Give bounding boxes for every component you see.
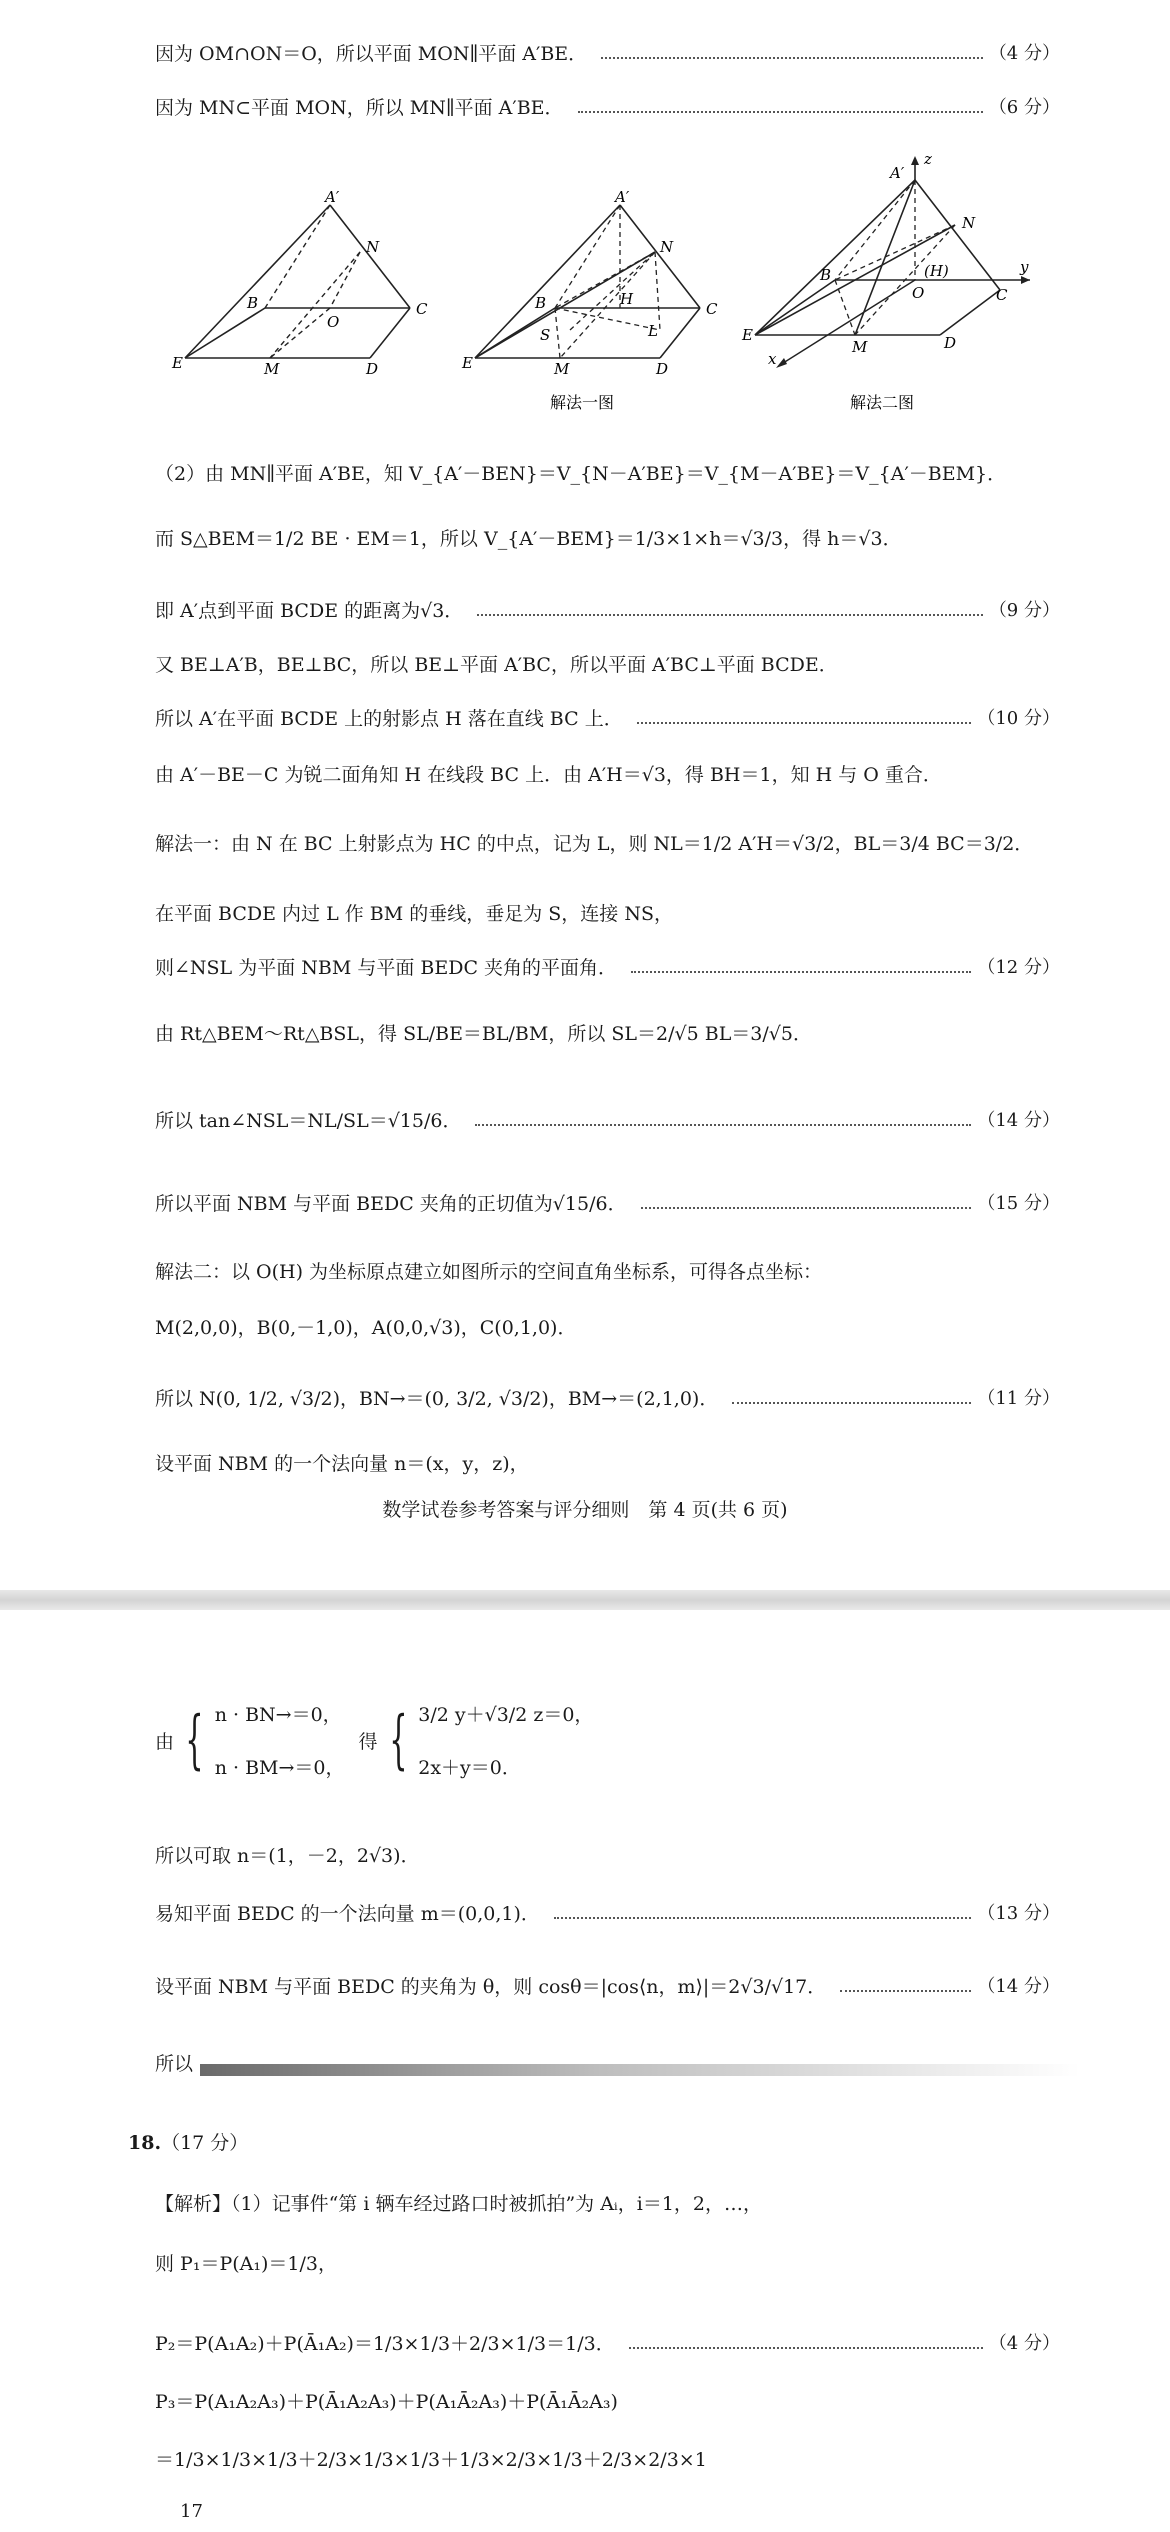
text-line: 【解析】（1）记事件“第 i 辆车经过路口时被抓拍”为 Aᵢ，i＝1，2，…， — [155, 2193, 763, 2215]
vertex-label: M — [852, 338, 868, 356]
text-line: 设平面 NBM 的一个法向量 n＝(x，y，z)， — [155, 1453, 529, 1475]
text-line: 所以 N(0, 1/2, √3/2)，BN→＝(0, 3/2, √3/2)，BM→＝(2,1,0)． （11 分） — [155, 1388, 1060, 1410]
vertex-label: N — [366, 238, 380, 256]
vertex-label: E — [172, 354, 183, 372]
vertex-label: B — [247, 294, 259, 312]
text-line: 则∠NSL 为平面 NBM 与平面 BEDC 夹角的平面角． （12 分） — [155, 957, 1060, 979]
text-line: 解法二：以 O(H) 为坐标原点建立如图所示的空间直角坐标系，可得各点坐标： — [155, 1261, 823, 1283]
answer-page-5 — [0, 1610, 1170, 2532]
system-mid: 得 — [358, 1730, 378, 1753]
vertex-label: B — [535, 294, 547, 312]
text-line: ＝1/3×1/3×1/3＋2/3×1/3×1/3＋1/3×2/3×1/3＋2/3×2/3×1 — [155, 2449, 707, 2471]
text-line: 因为 OM∩ON＝O，所以平面 MON∥平面 A′BE． （4 分） — [155, 43, 1060, 65]
text-line: 所以 — [155, 2053, 194, 2075]
text-line: 所以可取 n＝(1，－2，2√3)． — [155, 1845, 420, 1867]
text-line: 由 Rt△BEM～Rt△BSL，得 SL/BE＝BL/BM，所以 SL＝2/√5 BL＝3/√5． — [155, 1023, 812, 1045]
text-line: P₂＝P(A₁A₂)＋P(Ā₁A₂)＝1/3×1/3＋2/3×1/3＝1/3． （4 分） — [155, 2333, 1060, 2355]
vertex-label: A′ — [615, 190, 630, 206]
question-header: 18.（17 分） — [128, 2132, 249, 2154]
vertex-label: D — [366, 360, 379, 378]
text-line: 而 S△BEM＝1/2 BE · EM＝1，所以 V_{A′－BEM}＝1/3×1×h＝√3/3，得 h＝√3． — [155, 528, 902, 550]
vertex-label: O — [327, 313, 340, 331]
vertex-label: D — [656, 360, 669, 378]
system-prefix: 由 — [155, 1730, 175, 1753]
text-line: 则 P₁＝P(A₁)＝1/3， — [155, 2253, 337, 2275]
vertex-label: N — [660, 238, 674, 256]
redacted-bar — [200, 2064, 1080, 2076]
system-eq: 2x＋y＝0． — [418, 1757, 521, 1779]
text-line: 所以 A′在平面 BCDE 上的射影点 H 落在直线 BC 上． （10 分） — [155, 708, 1060, 730]
vertex-label: M — [554, 360, 570, 378]
system-eq: n · BM→＝0， — [214, 1757, 345, 1779]
left-brace: { — [388, 1703, 408, 1777]
system-eq: 3/2 y＋√3/2 z＝0， — [418, 1704, 594, 1726]
text-line: 即 A′点到平面 BCDE 的距离为√3． （9 分） — [155, 600, 1060, 622]
vertex-label: (H) — [924, 262, 949, 280]
text-line: 由 A′－BE－C 为锐二面角知 H 在线段 BC 上．由 A′H＝√3，得 BH＝1，知 H 与 O 重合． — [155, 764, 942, 786]
figure-caption: 解法二图 — [850, 393, 915, 412]
vertex-label: N — [962, 214, 976, 232]
text-line: 又 BE⊥A′B，BE⊥BC，所以 BE⊥平面 A′BC，所以平面 A′BC⊥平面 BCDE． — [155, 654, 838, 676]
vertex-label: E — [742, 326, 753, 344]
vertex-label: E — [462, 354, 473, 372]
vertex-label: A′ — [890, 164, 905, 182]
vertex-label: D — [944, 334, 957, 352]
vertex-label: C — [706, 300, 718, 318]
vertex-label: L — [648, 322, 658, 340]
left-brace: { — [185, 1703, 204, 1777]
text-line: 易知平面 BEDC 的一个法向量 m＝(0,0,1)． （13 分） — [155, 1903, 1060, 1925]
axis-label: z — [924, 150, 932, 168]
geometry-figure-base — [170, 190, 470, 390]
page-number: 17 — [180, 2501, 203, 2522]
figure-caption: 解法一图 — [550, 393, 615, 412]
vertex-label: O — [912, 284, 925, 302]
vertex-label: B — [820, 266, 832, 284]
text-line: （2）由 MN∥平面 A′BE，知 V_{A′－BEN}＝V_{N－A′BE}＝V_{M－A′BE}＝V_{A′－BEM}． — [155, 463, 1007, 485]
text-line: 在平面 BCDE 内过 L 作 BM 的垂线，垂足为 S，连接 NS， — [155, 903, 673, 925]
vertex-label: H — [620, 290, 634, 308]
vertex-label: M — [264, 360, 280, 378]
text-line: 解法一：由 N 在 BC 上射影点为 HC 的中点，记为 L，则 NL＝1/2 A′H＝√3/2，BL＝3/4 BC＝3/2． — [155, 833, 1034, 855]
vertex-label: A′ — [325, 190, 340, 206]
text-line: M(2,0,0)，B(0,－1,0)，A(0,0,√3)，C(0,1,0)． — [155, 1317, 577, 1339]
page-footer: 数学试卷参考答案与评分细则 第 4 页(共 6 页) — [382, 1499, 788, 1521]
system-eq: n · BN→＝0， — [214, 1704, 342, 1726]
axis-label: x — [768, 350, 777, 368]
text-line: P₃＝P(A₁A₂A₃)＋P(Ā₁A₂A₃)＋P(A₁Ā₂A₃)＋P(Ā₁Ā₂A₃) — [155, 2391, 618, 2413]
axis-label: y — [1020, 258, 1029, 276]
geometry-figure-solution-2 — [740, 150, 1070, 420]
vertex-label: C — [416, 300, 428, 318]
geometry-figure-solution-1 — [460, 190, 740, 420]
text-line: 所以 tan∠NSL＝NL/SL＝√15/6． （14 分） — [155, 1110, 1060, 1132]
vertex-label: S — [540, 326, 551, 344]
text-line: 设平面 NBM 与平面 BEDC 的夹角为 θ，则 cosθ＝|cos⟨n，m⟩|＝2√3/√17． （14 分） — [155, 1976, 1060, 1998]
text-line: 因为 MN⊂平面 MON，所以 MN∥平面 A′BE． （6 分） — [155, 97, 1060, 119]
vertex-label: C — [996, 286, 1008, 304]
page-separator — [0, 1590, 1170, 1610]
text-line: 所以平面 NBM 与平面 BEDC 夹角的正切值为√15/6． （15 分） — [155, 1193, 1060, 1215]
equation-system — [155, 1700, 593, 1780]
